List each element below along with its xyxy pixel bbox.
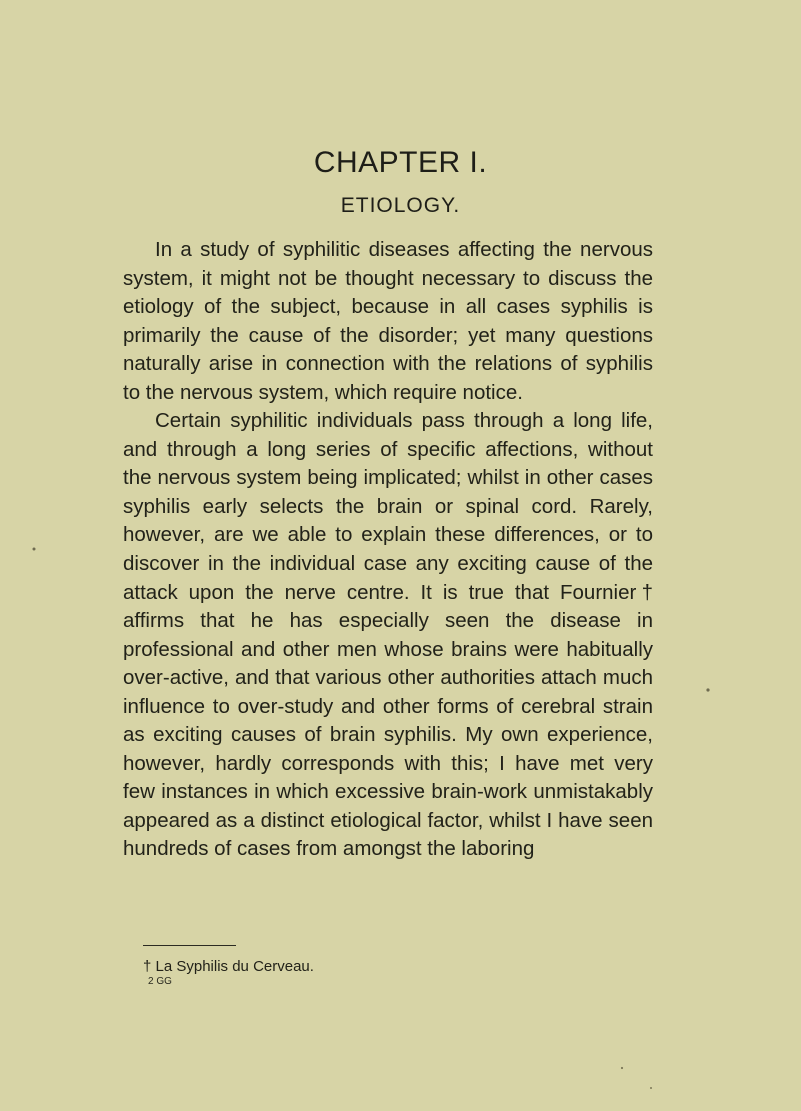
chapter-heading: CHAPTER I. (313, 146, 488, 179)
paper-speck (706, 688, 709, 691)
paragraph-2: Certain syphilitic individuals pass through a long life, and through a long series of specific affections, without the nervous system being implicated; whilst in other cases syphilis early selects the brain or spinal cord. Rarely, however, are we able to explain these differences, or to discover in the individual case any exciting cause of the attack upon the nerve centre. It is true that Fournier† affirms that he has especially seen the disease in professional and other men whose brains were habitually over-active, and that various other authorities attach much influence to over-study and other forms of cerebral strain as exciting causes of brain syphilis. My own experience, however, hardly corresponds with this; I have met very few instances in which excessive brain-work unmistakably appeared as a distinct etiological factor, whilst I have seen hundreds of cases from amongst the laboring (123, 409, 653, 861)
paragraph-1: In a study of syphilitic diseases affecting the nervous system, it might not be thought necessary to discuss the etiology of the subject, because in all cases syphilis is primarily the cause of the disorder; yet many questions naturally arise in connection with the relations of syphilis to the nervous system, which require notice. (123, 238, 653, 404)
footnote: † La Syphilis du Cerveau. (143, 958, 314, 975)
paper-speck (650, 1087, 652, 1089)
paper-speck (33, 548, 36, 551)
signature-mark: 2 GG (148, 976, 172, 987)
paper-speck (621, 1067, 623, 1069)
section-heading: ETIOLOGY. (340, 194, 461, 217)
